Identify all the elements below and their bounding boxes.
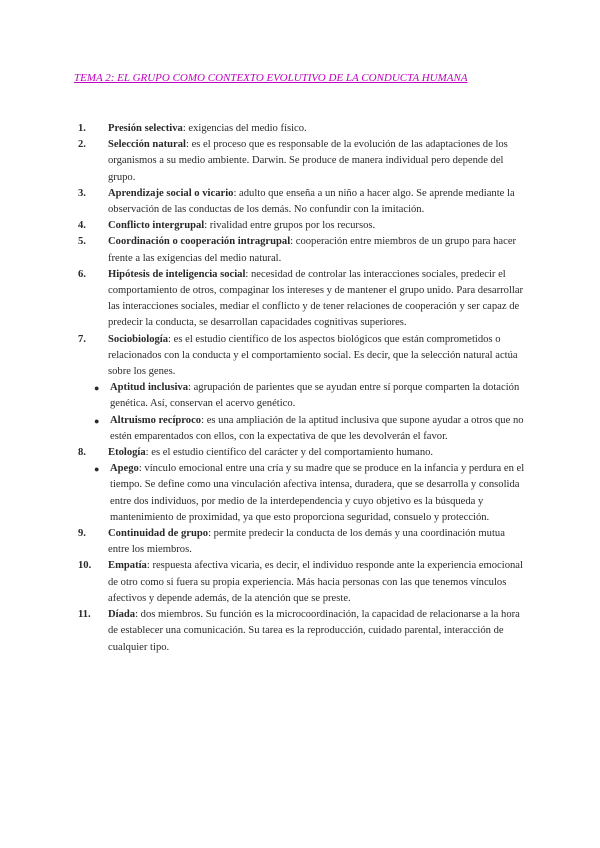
subitem-text: : es una ampliación de la aptitud inclusiva que supone ayudar a otros que no estén emparentados con ellos, con la expectativa de que les devolverán el favor. (110, 414, 524, 442)
bullet-icon: ● (94, 464, 100, 475)
item-number: 11. (78, 609, 91, 621)
item-term: Hipótesis de inteligencia social (108, 268, 246, 280)
item-text: : necesidad de controlar las interacciones sociales, predecir el comportamiento de otros, compaginar los intereses y de mantener el grupo unido. Para desarrollar las interacciones sociales, mediar el conflicto y de tener relaciones de cooperación y ser capaz de predecir la conducta, se desarrollan capacidades cognitivas superiores. (108, 268, 524, 329)
list-item (74, 445, 526, 461)
item-number: 6. (78, 268, 86, 280)
item-text: : respuesta afectiva vicaria, es decir, el individuo responde ante la experiencia emocional de otro como si fuera su propia experiencia. Más hacia personas con las que tenemos vínculos afectivos y depende además, de la atención que se preste. (108, 560, 523, 604)
item-text: : es el estudio científico de los aspectos biológicos que están comprometidos o relacionados con la conducta y el comportamiento social. Es decir, que la selección natural actúa sobre los genes. (108, 333, 518, 378)
item-term: Etología (108, 447, 146, 459)
list-item (74, 137, 526, 186)
item-text: : es el proceso que es responsable de la evolución de las adaptaciones de los organismos a su medio ambiente. Darwin. Se produce de manera individual pero depende del grupo. (108, 139, 508, 183)
list-item (74, 607, 526, 656)
item-term: Coordinación o cooperación intragrupal (108, 236, 291, 248)
sub-list-item (74, 413, 526, 445)
item-number: 7. (78, 333, 86, 345)
item-number: 10. (78, 560, 92, 572)
item-term: Selección natural (108, 139, 186, 151)
item-number: 1. (78, 123, 86, 134)
item-term: Aprendizaje social o vicario (108, 187, 234, 199)
item-term: Sociobiología (108, 333, 169, 345)
subitem-text: : agrupación de parientes que se ayudan entre sí porque comparten la dotación genética. Así, conservan el acervo genético. (110, 382, 520, 410)
list-item (74, 558, 526, 607)
item-text: : cooperación entre miembros de un grupo para hacer frente a las exigencias del medio natural. (108, 236, 517, 264)
item-number: 9. (78, 528, 86, 540)
item-text: : permite predecir la conducta de los demás y una coordinación mutua entre los miembros. (108, 528, 505, 556)
item-number: 8. (78, 447, 86, 459)
item-term: Empatía (108, 560, 147, 572)
item-text: : adulto que enseña a un niño a hacer algo. Se aprende mediante la observación de las conductas de los demás. No confundir con la imitación. (108, 187, 515, 216)
document-title: TEMA 2: EL GRUPO COMO CONTEXTO EVOLUTIVO DE LA CONDUCTA HUMANA (74, 72, 468, 84)
list-item (74, 186, 526, 218)
sub-list-item (74, 380, 526, 412)
subitem-text: : vínculo emocional entre una cría y su madre que se produce en la infancia y perdura en el tiempo. Se define como una vinculación afectiva intensa, duradera, que se desarrolla y consolida entre dos individuos, por medio de la interdependencia y cuyo objetivo es la búsqueda y mantenimiento de proximidad, ya que esto proporciona seguridad, consuelo y protección. (110, 463, 525, 523)
item-text: : rivalidad entre grupos por los recursos. (204, 220, 376, 232)
item-text: : dos miembros. Su función es la microcoordinación, la capacidad de relacionarse a la hora de establecer una comunicación. Su tarea es la reproducción, cuidado parental, interacción de cualquier tipo. (108, 609, 520, 653)
item-term: Díada (108, 609, 136, 621)
item-text: : es el estudio científico del carácter y del comportamiento humano. (145, 447, 434, 459)
bullet-icon: ● (94, 383, 100, 394)
sub-list-item (74, 461, 526, 526)
item-number: 5. (78, 236, 86, 248)
bullet-icon: ● (94, 415, 100, 426)
list-item (74, 234, 526, 266)
list-item (74, 121, 526, 137)
subitem-term: Apego (110, 463, 139, 475)
list-item (74, 332, 526, 381)
item-number: 4. (78, 220, 86, 232)
definitions-list (74, 121, 526, 656)
list-item (74, 526, 526, 558)
item-text: : exigencias del medio físico. (182, 123, 307, 134)
item-number: 3. (78, 187, 86, 199)
item-number: 2. (78, 139, 86, 151)
subitem-term: Altruismo recíproco (110, 414, 202, 426)
item-term: Presión selectiva (108, 123, 183, 134)
list-item (74, 218, 526, 234)
item-term: Continuidad de grupo (108, 528, 209, 540)
item-term: Conflicto intergrupal (108, 220, 205, 232)
list-item (74, 267, 526, 332)
subitem-term: Aptitud inclusiva (110, 382, 189, 394)
